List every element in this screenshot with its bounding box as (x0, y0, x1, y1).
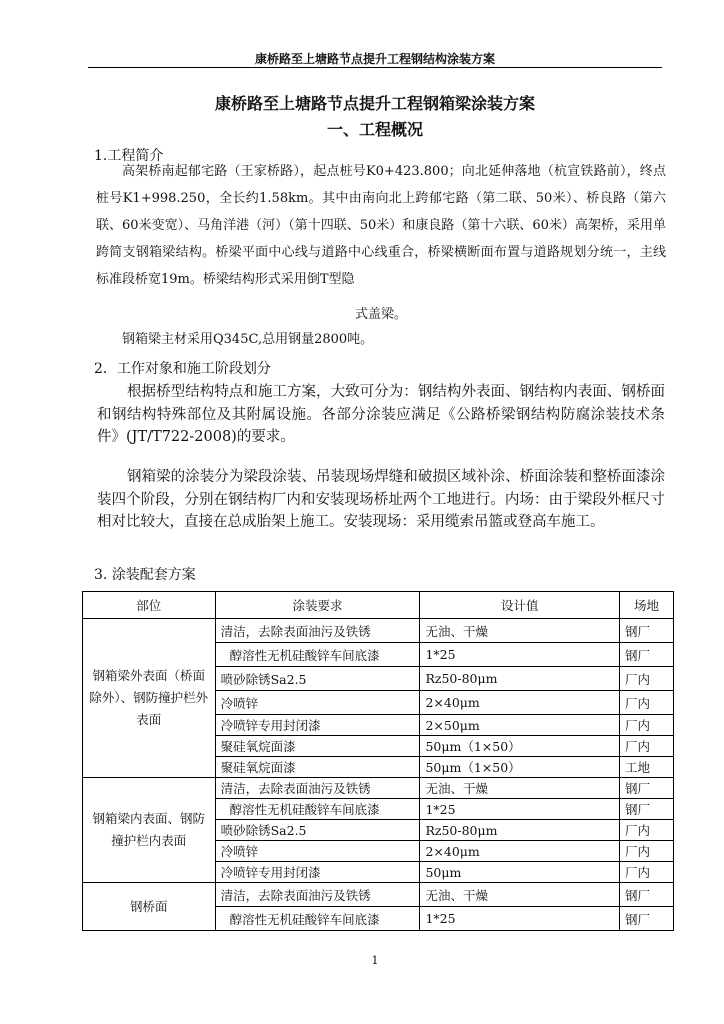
design-value-cell: 50μm（1×50） (420, 757, 620, 778)
column-header: 场地 (620, 592, 674, 619)
site-cell: 厂内 (620, 841, 674, 862)
section-title: 一、工程概况 (326, 120, 423, 139)
design-value-cell: 50μm（1×50） (420, 736, 620, 757)
site-cell: 厂内 (620, 736, 674, 757)
design-value-cell: 1*25 (420, 907, 620, 931)
site-cell: 钢厂 (620, 619, 674, 643)
design-value-cell: 50μm (420, 862, 620, 883)
heading-coating-scheme: 3. 涂装配套方案 (94, 567, 196, 583)
part-cell: 钢箱梁内表面、钢防撞护栏内表面 (83, 778, 216, 883)
requirement-cell: 醇溶性无机硅酸锌车间底漆 (215, 907, 420, 931)
design-value-cell: 无油、干燥 (420, 619, 620, 643)
header-rule (88, 67, 662, 68)
heading-work-objects: 2．工作对象和施工阶段划分 (94, 361, 271, 377)
site-cell: 钢厂 (620, 883, 674, 907)
requirement-cell: 喷砂除锈Sa2.5 (215, 667, 420, 691)
design-value-cell: 2×50μm (420, 715, 620, 736)
site-cell: 钢厂 (620, 907, 674, 931)
column-header: 部位 (83, 592, 216, 619)
requirement-cell: 聚硅氧烷面漆 (215, 757, 420, 778)
requirement-cell: 醇溶性无机硅酸锌车间底漆 (215, 643, 420, 667)
site-cell: 钢厂 (620, 778, 674, 799)
site-cell: 厂内 (620, 715, 674, 736)
table-row (83, 619, 674, 643)
site-cell: 厂内 (620, 820, 674, 841)
paragraph-project-intro: 高架桥南起郁宅路（王家桥路），起点桩号K0+423.800；向北延伸落地（杭宣铁路前），终点桩号K1+998.250，全长约1.58km。其中由南向北上跨郁宅路（第二联、50米）、桥良路（第六联、60米变宽）、马角洋港（河）（第十四联、50米）和康良路（第十六联、60米）高架桥，采用单跨简支钢箱梁结构。桥梁平面中心线与道路中心线重合，桥梁横断面布置与道路规划分统一，主线标准段桥宽19m。桥梁结构形式采用倒T型隐 (96, 164, 666, 287)
requirement-cell: 醇溶性无机硅酸锌车间底漆 (215, 799, 420, 820)
requirement-cell: 冷喷锌专用封闭漆 (215, 862, 420, 883)
table-row (83, 778, 674, 799)
site-cell: 厂内 (620, 862, 674, 883)
design-value-cell: 2×40μm (420, 841, 620, 862)
design-value-cell: 无油、干燥 (420, 883, 620, 907)
coating-scheme-table (82, 591, 674, 931)
requirement-cell: 冷喷锌 (215, 691, 420, 715)
requirement-cell: 清洁，去除表面油污及铁锈 (215, 619, 420, 643)
page-number: 1 (371, 954, 379, 967)
requirement-cell: 清洁，去除表面油污及铁锈 (215, 778, 420, 799)
requirement-cell: 清洁，去除表面油污及铁锈 (215, 883, 420, 907)
table-row (83, 883, 674, 907)
requirement-cell: 冷喷锌专用封闭漆 (215, 715, 420, 736)
paragraph-work-objects: 根据桥型结构特点和施工方案，大致可分为：钢结构外表面、钢结构内表面、钢桥面和钢结构特殊部位及其附属设施。各部分涂装应满足《公路桥梁钢结构防腐涂装技术条件》(JT/T722-2008)的要求。 (97, 384, 665, 445)
design-value-cell: 2×40μm (420, 691, 620, 715)
site-cell: 钢厂 (620, 643, 674, 667)
design-value-cell: Rz50-80μm (420, 667, 620, 691)
site-cell: 钢厂 (620, 799, 674, 820)
part-cell: 钢箱梁外表面（桥面除外）、钢防撞护栏外表面 (83, 619, 216, 778)
paragraph-steel-material: 钢箱梁主材采用Q345C,总用钢量2800吨。 (122, 332, 374, 347)
document-title: 康桥路至上塘路节点提升工程钢箱梁涂装方案 (214, 94, 535, 113)
table-header-row (83, 592, 674, 619)
paragraph-coating-stages: 钢箱梁的涂装分为梁段涂装、吊装现场焊缝和破损区域补涂、桥面涂装和整桥面漆涂装四个阶段，分别在钢结构厂内和安装现场桥址两个工地进行。内场：由于梁段外框尺寸相对比较大，直接在总成胎架上施工。安装现场：采用缆索吊篮或登高车施工。 (97, 469, 665, 530)
design-value-cell: Rz50-80μm (420, 820, 620, 841)
column-header: 涂装要求 (215, 592, 420, 619)
requirement-cell: 喷砂除锈Sa2.5 (215, 820, 420, 841)
site-cell: 厂内 (620, 667, 674, 691)
column-header: 设计值 (420, 592, 620, 619)
design-value-cell: 1*25 (420, 799, 620, 820)
paragraph-project-intro-end: 式盖梁。 (354, 307, 407, 322)
site-cell: 厂内 (620, 691, 674, 715)
part-cell: 钢桥面 (83, 883, 216, 931)
design-value-cell: 1*25 (420, 643, 620, 667)
running-header: 康桥路至上塘路节点提升工程钢结构涂装方案 (254, 52, 495, 66)
requirement-cell: 聚硅氧烷面漆 (215, 736, 420, 757)
design-value-cell: 无油、干燥 (420, 778, 620, 799)
site-cell: 工地 (620, 757, 674, 778)
heading-project-intro: 1.工程简介 (94, 148, 164, 164)
requirement-cell: 冷喷锌 (215, 841, 420, 862)
